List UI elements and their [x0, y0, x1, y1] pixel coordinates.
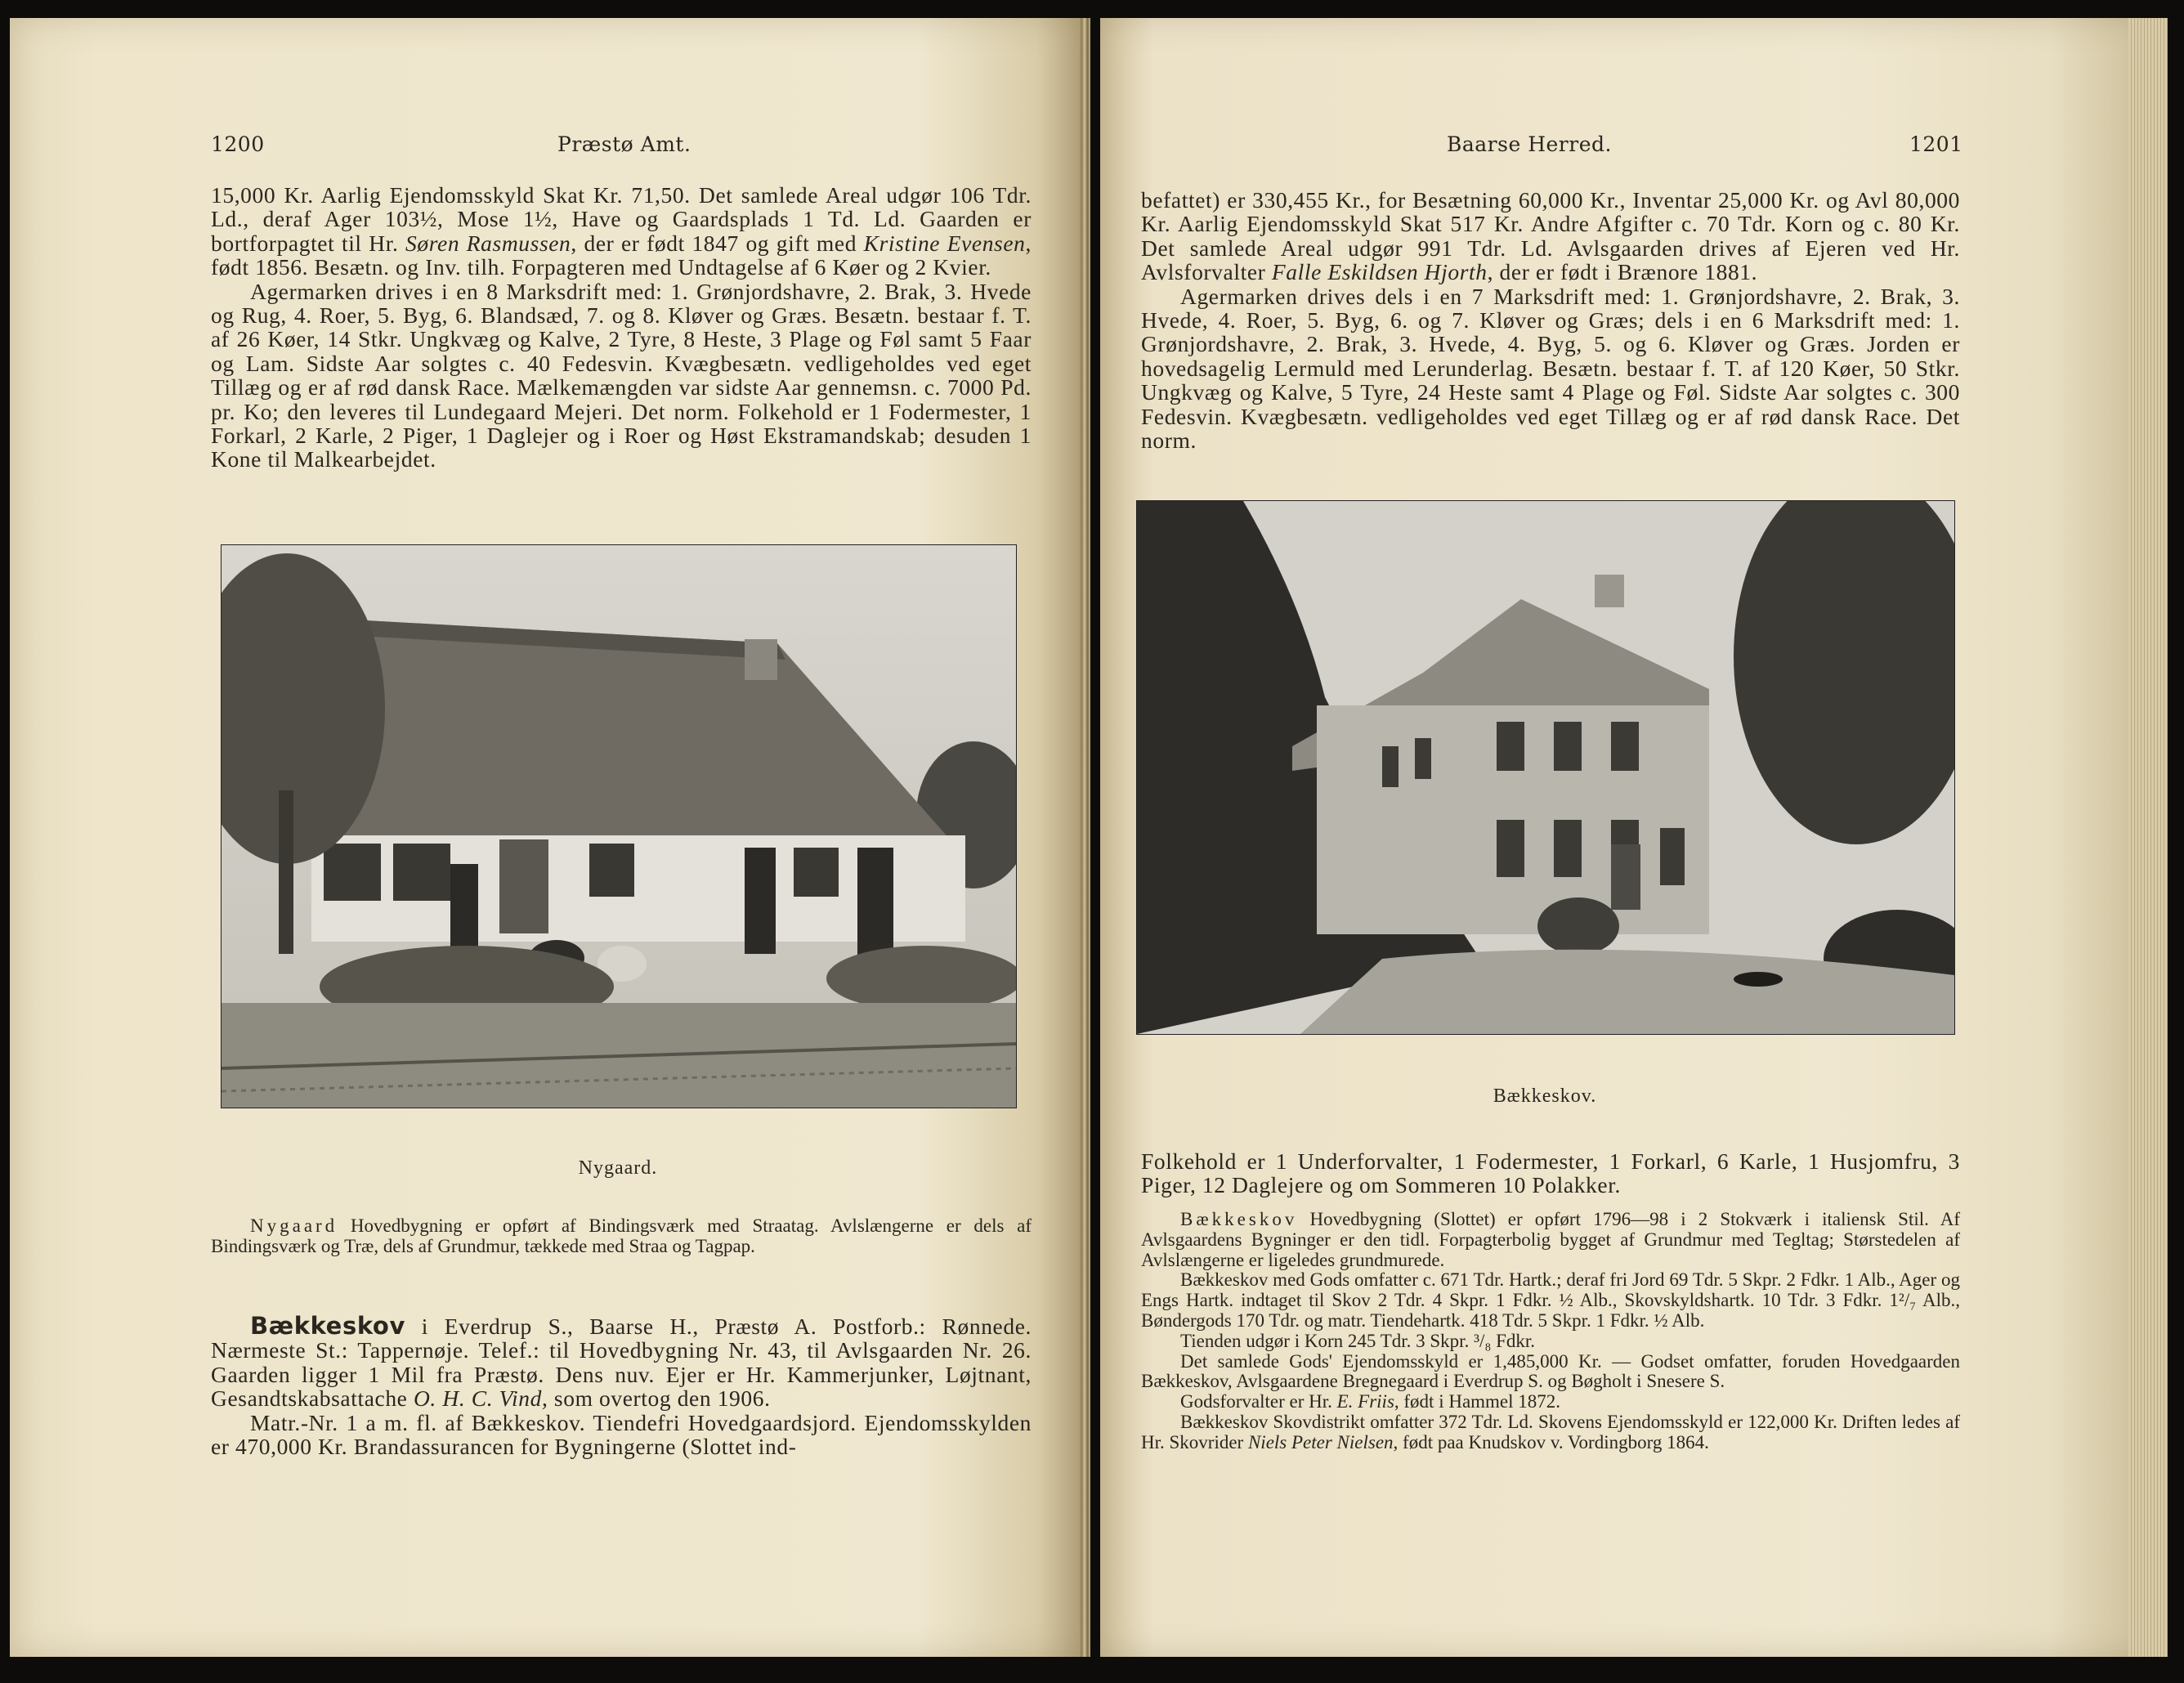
entry-title: Bækkeskov	[250, 1312, 405, 1340]
entry-baekkeskov	[211, 1314, 1032, 1458]
paragraph-1: 15,000 Kr. Aarlig Ejendomsskyld Skat Kr. 71,50. Det samlede Areal udgør 106 Tdr. Ld., deraf Ager 103½, Mose 1½, Have og Gaardsplads 1 Td. Ld. Gaarden er bortforpagtet til Hr. Søren Rasmussen, der er født 1847 og gift med Kristine Evensen, født 1856. Besætn. og Inv. tilh. Forpagteren med Undtagelse af 6 Køer og 2 Kvier.	[211, 182, 1032, 280]
italic-name: Kristine Evensen	[863, 230, 1026, 256]
running-head: Baarse Herred.	[1447, 132, 1612, 156]
page-number: 1201	[1909, 132, 1963, 156]
italic-name: Falle Eskildsen Hjorth	[1271, 259, 1488, 285]
paragraph-2: Agermarken drives i en 8 Marksdrift med: 1. Grønjordshavre, 2. Brak, 3. Hvede og Rug, 4. Roer, 5. Byg, 6. Blandsæd, 7. og 8. Kløver og Græs. Besætn. bestaar f. T. af 26 Køer, 14 Stkr. Ungkvæg og Kalve, 2 Tyre, 8 Heste, 3 Plage og Føl samt 5 Faar og Lam. Sidste Aar solgtes c. 40 Fedesvin. Kvægbesætn. vedligeholdes ved eget Tillæg og er af rød dansk Race. Mælkemængden var sidste Aar gennemsn. c. 7000 Pd. pr. Ko; den leveres til Lundegaard Mejeri. Det norm. Folkehold er 1 Fodermester, 1 Forkarl, 2 Karle, 2 Piger, 1 Daglejer og i Roer og Høst Ekstramandskab; desuden 1 Kone til Malkearbejdet.	[211, 278, 1032, 472]
paragraph-last: Matr.-Nr. 1 a m. fl. af Bækkeskov. Tiendefri Hovedgaardsjord. Ejendomsskylden er 470,000 Kr. Brandassurancen for Bygningerne (Slottet ind-	[211, 1409, 1032, 1460]
note-1: Bækkeskov Hovedbygning (Slottet) er opført 1796—98 i 2 Stokværk i italiensk Stil. Af Avlsgaardens Bygninger er den tidl. Forpagterbolig bygget af Grundmur med Tegltag; Størstedelen af Avlslængerne er ligeledes grundmurede.	[1141, 1209, 1960, 1270]
photo-nygaard	[221, 544, 1017, 1108]
entry-body: i Everdrup S., Baarse H., Præstø A. Postforb.: Rønnede. Nærmeste St.: Tappernøje. Telef.: til Hovedbygning Nr. 43, til Avlsgaarden Nr. 26. Gaarden ligger 1 Mil fra Præstø. Dens nuv. Ejer er Hr. Kammerjunker, Løjtnant, Gesandtskabsattache O. H. C. Vind, som overtog den 1906.	[211, 1314, 1032, 1412]
italic-name: E. Friis	[1336, 1391, 1394, 1412]
estate-notes	[1141, 1210, 1960, 1453]
italic-name: O. H. C. Vind,	[413, 1385, 548, 1412]
note-3: Tienden udgør i Korn 245 Tdr. 3 Skpr. ³/₈ Fdkr.	[1180, 1330, 1536, 1351]
paragraph-2: Agermarken drives dels i en 7 Marksdrift med: 1. Grønjordshavre, 2. Brak, 3. Hvede, 4. Roer, 5. Byg, 6. og 7. Kløver og Græs; dels i en 6 Marksdrift med: 1. Grønjordshavre, 2. Brak, 3. Hvede, 4. Byg, 5. og 6. Kløver og Græs. Jorden er hovedsagelig Lermuld med Lerunderlag. Besætn. bestaar f. T. af 120 Køer, 50 Stkr. Ungkvæg og Kalve, 5 Tyre, 24 Heste samt 4 Plage og Føl. Sidste Aar solgtes c. 300 Fedesvin. Kvægbesætn. vedligeholdes ved eget Tillæg og er af rød dansk Race. Det norm.	[1141, 283, 1960, 454]
photo-caption: Nygaard.	[578, 1157, 658, 1179]
paragraph	[1141, 188, 1960, 452]
paragraph-1: befattet) er 330,455 Kr., for Besætning 60,000 Kr., Inventar 25,000 Kr. og Avl 80,000 Kr. Aarlig Ejendomsskyld Skat 517 Kr. Andre Afgifter c. 70 Tdr. Korn og c. 80 Kr. Det samlede Areal udgør 991 Tdr. Ld. Avlsgaarden drives af Ejeren ved Hr. Avlsforvalter Falle Eskildsen Hjorth, der er født i Brænore 1881.	[1141, 187, 1960, 285]
spaced-term: Bækkeskov	[1180, 1209, 1298, 1229]
note-text: Hovedbygning er opført af Bindingsværk med Straatag. Avlslængerne er dels af Bindingsværk og Træ, dels af Grundmur, tækkede med Straa og Tagpap.	[211, 1215, 1032, 1256]
note-2: Bækkeskov med Gods omfatter c. 671 Tdr. Hartk.; deraf fri Jord 69 Tdr. 5 Skpr. 2 Fdkr. 1 Alb., Ager og Engs Hartk. indtaget til Skov 2 Tdr. 4 Skpr. 1 Fdkr. ½ Alb., Skovskyldshartk. 10 Tdr. 3 Fdkr. 1²/₇ Alb., Bøndergods 170 Tdr. og matr. Tiendehartk. 418 Tdr. 5 Skpr. 1 Fdkr. ½ Alb.	[1141, 1269, 1960, 1331]
note-4: Det samlede Gods' Ejendomsskyld er 1,485,000 Kr. — Godset omfatter, foruden Hovedgaarden Bækkeskov, Avlsgaardene Bregnegaard i Everdrup S. og Bøgholt i Snesere S.	[1141, 1350, 1960, 1392]
manor-photo	[1137, 501, 1954, 1034]
photo-baekkeskov	[1136, 500, 1955, 1035]
paragraph-3-text: Folkehold er 1 Underforvalter, 1 Fodermester, 1 Forkarl, 6 Karle, 1 Husjomfru, 3 Piger, 12 Daglejere og om Sommeren 10 Polakker.	[1141, 1148, 1960, 1198]
right-page-edge	[2128, 18, 2168, 1657]
left-page	[10, 18, 1079, 1657]
paragraph	[211, 183, 1032, 472]
left-page-edge	[1079, 18, 1090, 1657]
italic-name: Søren Rasmussen	[405, 230, 571, 256]
note-5: Godsforvalter er Hr. E. Friis, født i Hammel 1872.	[1180, 1391, 1561, 1412]
italic-name: Niels Peter Nielsen	[1247, 1431, 1394, 1452]
photo-caption: Bækkeskov.	[1493, 1085, 1597, 1107]
note-lead: Nygaard	[250, 1215, 338, 1236]
note-6: Bækkeskov Skovdistrikt omfatter 372 Tdr. Ld. Skovens Ejendomsskyld er 122,000 Kr. Driften ledes af Hr. Skovrider Niels Peter Nielsen, født paa Knudskov v. Vordingborg 1864.	[1141, 1411, 1960, 1452]
farmhouse-photo	[222, 545, 1016, 1108]
running-head: Præstø Amt.	[557, 132, 691, 156]
page-number: 1200	[211, 132, 265, 156]
building-note	[211, 1216, 1032, 1257]
paragraph-3	[1141, 1149, 1960, 1197]
right-page	[1100, 18, 2155, 1657]
